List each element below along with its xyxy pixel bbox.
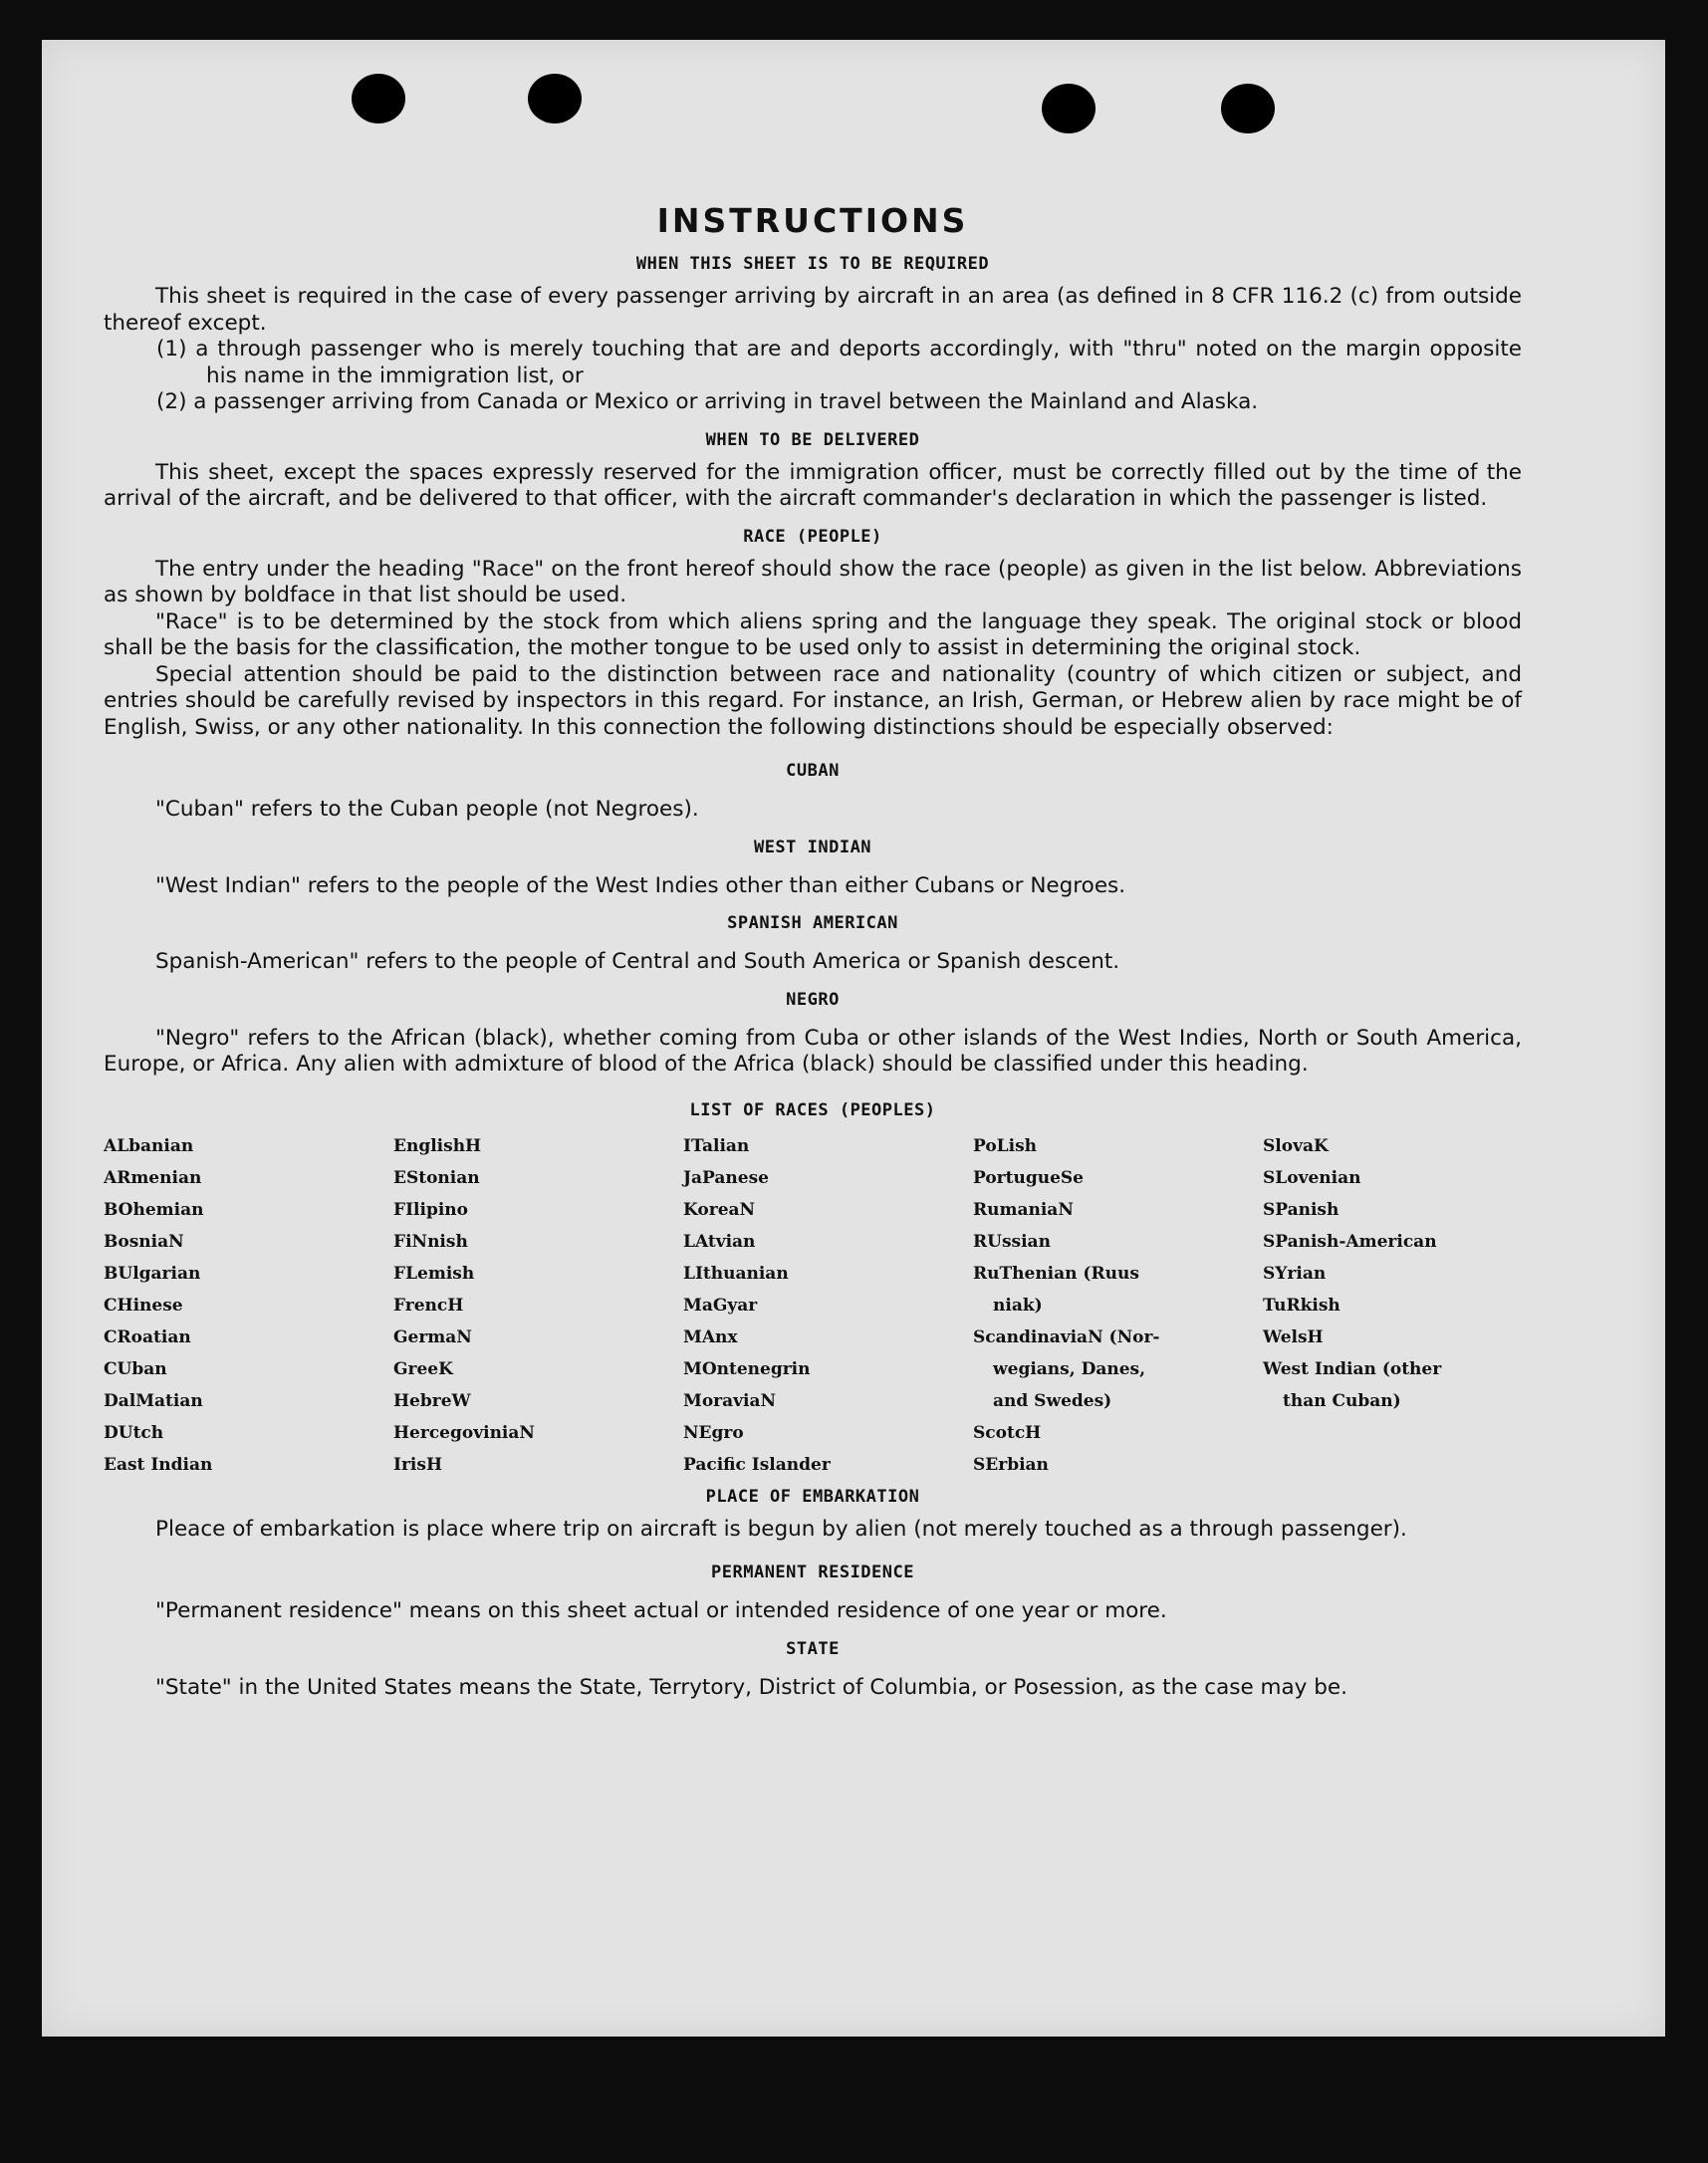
race-column [973,1130,1263,1481]
paragraph: Spanish-American" refers to the people of Central and South America or Spanish descent. [155,949,1120,974]
race-column [393,1130,683,1481]
section-heading: LIST OF RACES (PEOPLES) [689,1099,936,1120]
punch-hole [528,74,582,123]
race-column [1263,1130,1522,1481]
section-heading: SPANISH AMERICAN [727,913,898,933]
document-body [104,163,1522,1701]
race-entry: SPanish-American [1263,1231,1437,1252]
section-heading: PERMANENT RESIDENCE [711,1562,914,1582]
race-entry: DUtch [104,1422,164,1443]
punch-hole [1042,84,1096,133]
section-heading: WHEN TO BE DELIVERED [705,429,920,450]
section-heading: RACE (PEOPLE) [743,526,882,547]
paragraph: "State" in the United States means the State, Terrytory, District of Columbia, or Posession, as the case may be. [155,1674,1347,1700]
punch-hole [352,74,405,123]
race-entry: ITalian [683,1135,750,1156]
section-heading: CUBAN [786,761,840,781]
paragraph: "Cuban" refers to the Cuban people (not Negroes). [155,797,699,822]
race-entry: IrisH [393,1454,442,1475]
race-entry: GermaN [393,1326,472,1347]
race-entry: WelsH [1263,1326,1324,1347]
section-heading: NEGRO [786,989,840,1010]
race-entry: TuRkish [1263,1295,1341,1316]
list-item: (2) a passenger arriving from Canada or Mexico or arriving in travel between the Mainland and Alaska. [156,389,1259,414]
paragraph: This sheet, except the spaces expressly reserved for the immigration officer, must be correctly filled out by the time of the arrival of the aircraft, and be delivered to that officer, with the aircraft commander's declaration in which the passenger is listed. [104,459,1522,511]
race-entry: ARmenian [104,1167,202,1188]
race-entry: CHinese [104,1295,183,1316]
race-entry: HebreW [393,1390,471,1411]
race-entry: ALbanian [104,1135,194,1156]
race-entry: RumaniaN [973,1199,1074,1220]
race-entry: DalMatian [104,1390,203,1411]
paragraph: Special attention should be paid to the distinction between race and nationality (country of which citizen or subject, and entries should be carefully revised by inspectors in this regard. For instance, an Irish, German, or Hebrew alien by race might be of English, Swiss, or any other nationality. In this connection the following distinctions should be especially observed: [104,661,1522,740]
race-entry: CRoatian [104,1326,191,1347]
race-entry-continued: niak) [993,1295,1043,1316]
section-heading: STATE [786,1638,840,1659]
race-entry: MaGyar [683,1295,758,1316]
race-entry: BosniaN [104,1231,184,1252]
page-title: INSTRUCTIONS [656,201,969,240]
section-heading: WEST INDIAN [753,837,872,857]
list-item: (1) a through passenger who is merely touching that are and deports accordingly, with "thru" noted on the margin opposite his name in the immigration list, or [156,337,1522,388]
paragraph: Pleace of embarkation is place where trip on aircraft is begun by alien (not merely touched as a through passenger). [155,1516,1407,1542]
paragraph: The entry under the heading "Race" on the front hereof should show the race (people) as given in the list below. Abbreviations as shown by boldface in that list should be used. [104,556,1522,607]
punch-hole [1221,84,1275,133]
race-entry: JaPanese [683,1167,769,1188]
race-entry: FiNnish [393,1231,468,1252]
race-entry: FrencH [393,1295,464,1316]
race-entry: GreeK [393,1358,453,1379]
race-column [104,1130,393,1481]
race-entry: ScandinaviaN (Nor- [973,1326,1160,1347]
race-entry: ScotcH [973,1422,1042,1443]
race-entry: Pacific Islander [683,1454,831,1475]
race-entry: LAtvian [683,1231,756,1252]
race-entry: FIlipino [393,1199,468,1220]
race-entry: MAnx [683,1326,738,1347]
race-entry: PoLish [973,1135,1038,1156]
race-entry: RUssian [973,1231,1051,1252]
race-entry: SYrian [1263,1263,1327,1284]
race-entry: HercegoviniaN [393,1422,535,1443]
race-entry-continued: wegians, Danes, [993,1358,1145,1379]
race-entry: RuThenian (Ruus [973,1263,1139,1284]
race-entry: EStonian [393,1167,480,1188]
race-entry: West Indian (other [1263,1358,1442,1379]
race-entry: BOhemian [104,1199,204,1220]
race-entry: PortugueSe [973,1167,1084,1188]
race-entry: EnglishH [393,1135,482,1156]
race-entry-continued: and Swedes) [993,1390,1112,1411]
race-entry: LIthuanian [683,1263,789,1284]
race-entry: MOntenegrin [683,1358,811,1379]
race-entry: CUban [104,1358,167,1379]
paragraph: "Race" is to be determined by the stock from which aliens spring and the language they speak. The original stock or blood shall be the basis for the classification, the mother tongue to be used only to assist in determining the original stock. [104,608,1522,660]
race-entry: SErbian [973,1454,1049,1475]
race-entry: SlovaK [1263,1135,1329,1156]
race-entry: FLemish [393,1263,475,1284]
race-entry: NEgro [683,1422,744,1443]
race-list [104,1130,1522,1481]
race-entry: SLovenian [1263,1167,1361,1188]
race-entry: KoreaN [683,1199,756,1220]
race-entry: East Indian [104,1454,213,1475]
race-entry: MoraviaN [683,1390,777,1411]
paragraph: This sheet is required in the case of every passenger arriving by aircraft in an area (as defined in 8 CFR 116.2 (c) from outside thereof except. [104,284,1522,336]
race-entry-continued: than Cuban) [1283,1390,1401,1411]
race-column [683,1130,973,1481]
section-heading: WHEN THIS SHEET IS TO BE REQUIRED [635,254,990,274]
paragraph: "Permanent residence" means on this sheet actual or intended residence of one year or more. [155,1598,1167,1623]
race-entry: BUlgarian [104,1263,201,1284]
paragraph: "Negro" refers to the African (black), whether coming from Cuba or other islands of the West Indies, North or South America, Europe, or Africa. Any alien with admixture of blood of the Africa (black) should be classified under this heading. [104,1025,1522,1077]
section-heading: PLACE OF EMBARKATION [705,1486,920,1507]
race-entry: SPanish [1263,1199,1340,1220]
paragraph: "West Indian" refers to the people of the West Indies other than either Cubans or Negroes. [155,872,1126,898]
